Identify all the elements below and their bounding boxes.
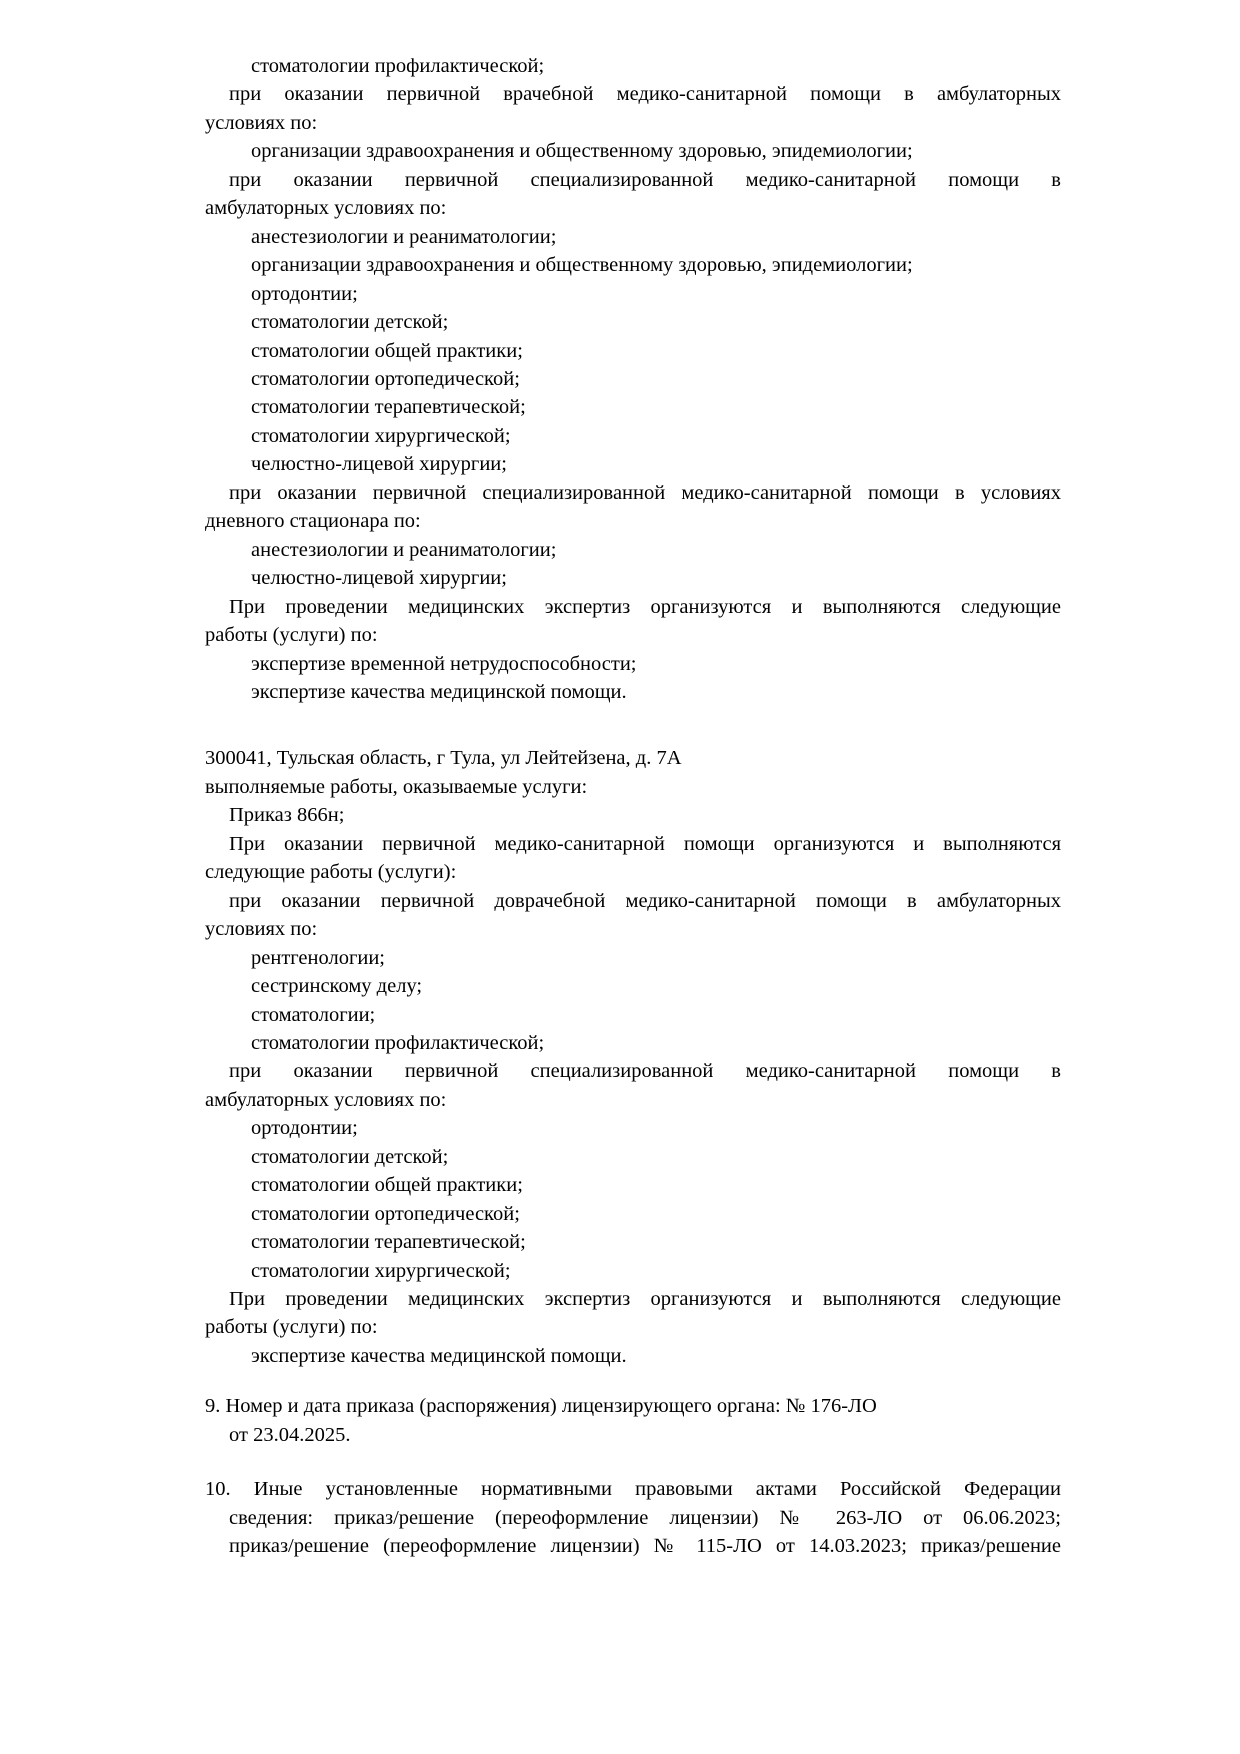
text-line: стоматологии детской; <box>251 311 449 334</box>
text-line: При проведении медицинских экспертиз организуются и выполняются следующие <box>229 1288 1061 1311</box>
text-line: при оказании первичной специализированной медико-санитарной помощи в <box>229 1060 1061 1083</box>
text-line: стоматологии терапевтической; <box>251 396 526 419</box>
text-line: следующие работы (услуги): <box>205 861 457 884</box>
text-line: челюстно-лицевой хирургии; <box>251 453 507 476</box>
text-line: ортодонтии; <box>251 282 358 305</box>
text-line: сведения: приказ/решение (переоформление лицензии) № 263-ЛО от 06.06.2023; <box>229 1506 1061 1529</box>
text-line: стоматологии ортопедической; <box>251 367 520 390</box>
text-line: при оказании первичной доврачебной медико-санитарной помощи в амбулаторных <box>229 889 1061 912</box>
text-line: стоматологии терапевтической; <box>251 1231 526 1254</box>
text-line: рентгенологии; <box>251 946 385 969</box>
text-line: при оказании первичной специализированной медико-санитарной помощи в <box>229 168 1061 191</box>
text-line: Приказ 866н; <box>229 804 345 827</box>
text-line: анестезиологии и реаниматологии; <box>251 538 557 561</box>
section-item-9 <box>205 1392 1061 1449</box>
text-line: стоматологии общей практики; <box>251 339 523 362</box>
text-line: ортодонтии; <box>251 1117 358 1140</box>
text-line: дневного стационара по: <box>205 510 421 533</box>
text-line: амбулаторных условиях по: <box>205 1088 447 1111</box>
text-line: стоматологии детской; <box>251 1145 449 1168</box>
text-line: условиях по: <box>205 918 318 941</box>
text-line: стоматологии хирургической; <box>251 424 511 447</box>
text-line: амбулаторных условиях по: <box>205 197 447 220</box>
text-line: приказ/решение (переоформление лицензии) № 115-ЛО от 14.03.2023; приказ/решение <box>229 1535 1061 1558</box>
text-line: стоматологии хирургической; <box>251 1259 511 1282</box>
section-services-list-continued <box>205 52 1061 706</box>
section-item-10 <box>205 1475 1061 1560</box>
section-address-300041-services <box>205 744 1061 1370</box>
text-line: экспертизе временной нетрудоспособности; <box>251 652 637 675</box>
text-line: при оказании первичной врачебной медико-санитарной помощи в амбулаторных <box>229 83 1061 106</box>
text-line: анестезиологии и реаниматологии; <box>251 225 557 248</box>
text-line: условиях по: <box>205 111 318 134</box>
text-line: организации здравоохранения и общественному здоровью, эпидемиологии; <box>251 254 913 277</box>
text-line: 300041, Тульская область, г Тула, ул Лейтейзена, д. 7А <box>205 747 682 770</box>
license-document-text <box>205 52 1061 1561</box>
text-line: выполняемые работы, оказываемые услуги: <box>205 775 588 798</box>
text-line: экспертизе качества медицинской помощи. <box>251 680 627 703</box>
text-line: При проведении медицинских экспертиз организуются и выполняются следующие <box>229 595 1061 618</box>
text-line: 9. Номер и дата приказа (распоряжения) лицензирующего органа: № 176-ЛО <box>205 1395 877 1418</box>
text-line: При оказании первичной медико-санитарной помощи организуются и выполняются <box>229 832 1061 855</box>
text-line: стоматологии ортопедической; <box>251 1202 520 1225</box>
text-line: стоматологии; <box>251 1003 376 1026</box>
text-line: стоматологии профилактической; <box>251 55 545 77</box>
text-line: работы (услуги) по: <box>205 624 378 647</box>
text-line: стоматологии профилактической; <box>251 1031 545 1054</box>
text-line: от 23.04.2025. <box>229 1423 351 1446</box>
text-line: 10. Иные установленные нормативными правовыми актами Российской Федерации <box>205 1478 1061 1501</box>
text-line: организации здравоохранения и общественному здоровью, эпидемиологии; <box>251 140 913 163</box>
text-line: стоматологии общей практики; <box>251 1174 523 1197</box>
text-line: при оказании первичной специализированной медико-санитарной помощи в условиях <box>229 481 1061 504</box>
text-line: сестринскому делу; <box>251 975 423 998</box>
text-line: работы (услуги) по: <box>205 1316 378 1339</box>
text-line: челюстно-лицевой хирургии; <box>251 567 507 590</box>
text-line: экспертизе качества медицинской помощи. <box>251 1344 627 1367</box>
